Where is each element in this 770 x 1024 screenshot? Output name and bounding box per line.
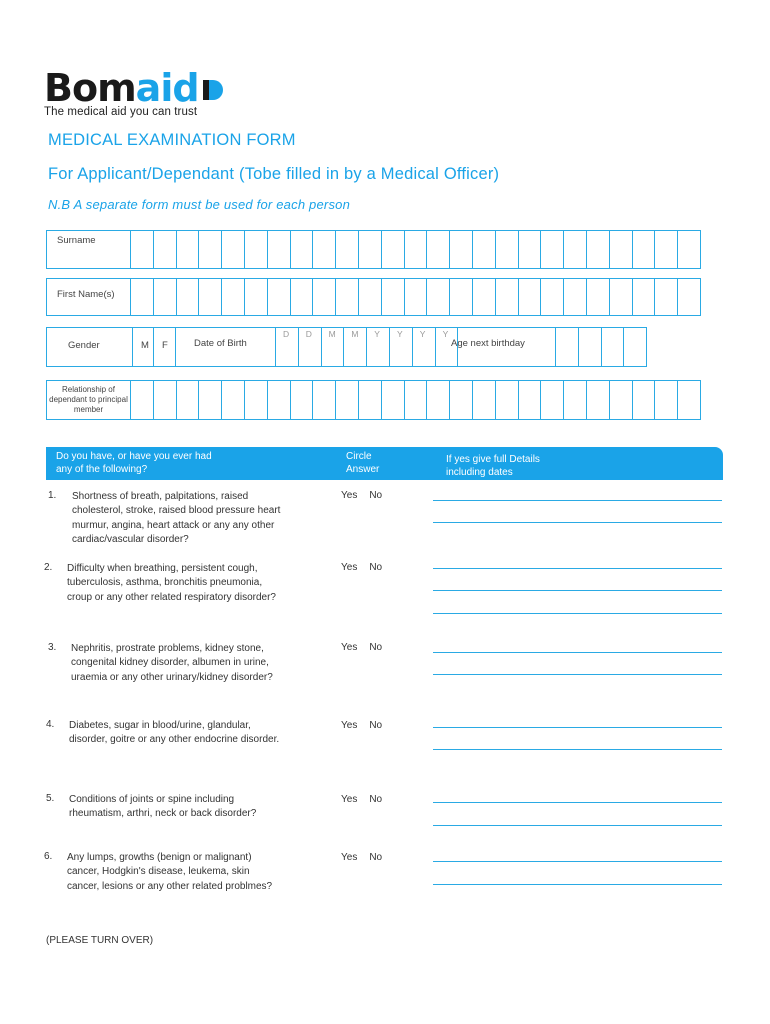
first-names-label: First Name(s)	[46, 278, 131, 316]
answer-yes[interactable]: Yes	[341, 720, 358, 731]
dob-hint-letter: D	[305, 329, 312, 339]
question-number: 4.	[46, 719, 55, 730]
dob-label-box	[176, 327, 276, 367]
input-box-cell[interactable]	[450, 278, 473, 316]
input-box-cell[interactable]	[678, 278, 701, 316]
surname-label: Surname	[46, 230, 131, 269]
input-box-cell[interactable]	[564, 278, 587, 316]
input-box-cell[interactable]	[245, 278, 268, 316]
question-text: Shortness of breath, palpitations, raised cholesterol, stroke, raised blood pressure heart murmur, angina, heart attack or any any other cardiac/vascular disorder?	[72, 491, 281, 545]
yes-no-choice	[341, 562, 394, 573]
questions-header	[46, 447, 723, 480]
question-text: Any lumps, growths (benign or malignant) cancer, Hodgkin's disease, leukema, skin cancer, lesions or any other related problmes?	[67, 852, 273, 892]
input-box-cell[interactable]	[405, 278, 428, 316]
input-box-cell[interactable]	[541, 380, 564, 420]
input-box-cell[interactable]	[131, 380, 154, 420]
input-box-cell[interactable]	[655, 278, 678, 316]
input-box-cell[interactable]	[427, 278, 450, 316]
gender-m-box[interactable]	[132, 327, 154, 367]
input-box-cell[interactable]	[405, 230, 428, 269]
header-details: If yes give full Details including dates	[446, 454, 540, 478]
yes-no-choice	[341, 642, 394, 653]
input-box-cell[interactable]	[556, 327, 579, 367]
answer-no[interactable]: No	[369, 852, 383, 863]
answer-yes[interactable]: Yes	[341, 852, 358, 863]
surname-row	[46, 230, 701, 269]
input-box-cell[interactable]	[633, 380, 656, 420]
dob-hint-letter: Y	[442, 329, 449, 339]
input-box-cell[interactable]	[564, 230, 587, 269]
input-box-cell[interactable]	[336, 278, 359, 316]
input-box-cell[interactable]	[245, 230, 268, 269]
logo-wordmark	[44, 66, 225, 110]
answer-no[interactable]: No	[369, 794, 383, 805]
input-box-cell[interactable]	[367, 327, 390, 367]
dob-hint-letter: M	[328, 329, 336, 339]
dob-hint-letter: Y	[374, 329, 380, 339]
input-box-cell[interactable]	[678, 230, 701, 269]
input-box-cell[interactable]	[633, 230, 656, 269]
input-box-cell[interactable]	[610, 230, 633, 269]
input-box-cell[interactable]	[313, 380, 336, 420]
input-box-cell[interactable]	[359, 278, 382, 316]
input-box-cell[interactable]	[291, 230, 314, 269]
input-box-cell[interactable]	[359, 230, 382, 269]
logo-speech-icon	[201, 78, 225, 102]
input-box-cell[interactable]	[245, 380, 268, 420]
details-answer-line[interactable]	[433, 590, 722, 591]
answer-yes[interactable]: Yes	[341, 562, 358, 573]
brand-logo	[44, 66, 225, 118]
input-box-cell[interactable]	[678, 380, 701, 420]
dob-input[interactable]	[276, 327, 458, 367]
input-box-cell[interactable]	[322, 327, 345, 367]
age-label: Age next birthday	[451, 338, 525, 349]
age-input[interactable]	[556, 327, 647, 367]
dob-hint-letter: Y	[396, 329, 403, 339]
dob-label: Date of Birth	[194, 338, 247, 349]
input-box-cell[interactable]	[222, 230, 245, 269]
relationship-input[interactable]	[131, 380, 701, 420]
input-box-cell[interactable]	[382, 230, 405, 269]
input-box-cell[interactable]	[199, 380, 222, 420]
input-box-cell[interactable]	[382, 278, 405, 316]
input-box-cell[interactable]	[519, 230, 542, 269]
input-box-cell[interactable]	[519, 278, 542, 316]
input-box-cell[interactable]	[359, 380, 382, 420]
input-box-cell[interactable]	[405, 380, 428, 420]
question-number: 6.	[44, 851, 53, 862]
input-box-cell[interactable]	[587, 380, 610, 420]
input-box-cell[interactable]	[624, 327, 647, 367]
input-box-cell[interactable]	[473, 230, 496, 269]
question-text: Conditions of joints or spine including rheumatism, arthri, neck or back disorder?	[69, 794, 257, 820]
input-box-cell[interactable]	[313, 278, 336, 316]
input-box-cell[interactable]	[541, 230, 564, 269]
input-box-cell[interactable]	[268, 380, 291, 420]
details-answer-line[interactable]	[433, 884, 722, 885]
footer-turn-over: (PLEASE TURN OVER)	[46, 935, 154, 946]
input-box-cell[interactable]	[131, 278, 154, 316]
gender-label: Gender	[68, 340, 100, 351]
gender-f-box[interactable]	[154, 327, 176, 367]
gender-dob-row	[46, 327, 606, 367]
question-number: 2.	[44, 562, 53, 573]
input-box-cell[interactable]	[655, 380, 678, 420]
question-text: Difficulty when breathing, persistent cough, tuberculosis, asthma, bronchitis pneumonia, croup or any other related respiratory disorder?	[67, 563, 276, 603]
input-box-cell[interactable]	[496, 278, 519, 316]
input-box-cell[interactable]	[602, 327, 625, 367]
input-box-cell[interactable]	[473, 380, 496, 420]
question-number: 1.	[48, 490, 57, 501]
input-box-cell[interactable]	[177, 278, 200, 316]
input-box-cell[interactable]	[291, 380, 314, 420]
input-box-cell[interactable]	[610, 278, 633, 316]
yes-no-choice	[341, 852, 394, 863]
details-answer-line[interactable]	[433, 802, 722, 803]
input-box-cell[interactable]	[336, 230, 359, 269]
input-box-cell[interactable]	[222, 278, 245, 316]
input-box-cell[interactable]	[427, 230, 450, 269]
input-box-cell[interactable]	[154, 230, 177, 269]
input-box-cell[interactable]	[131, 230, 154, 269]
question-number: 5.	[46, 793, 55, 804]
form-subtitle: For Applicant/Dependant (Tobe filled in by a Medical Officer)	[48, 165, 500, 183]
logo-text-aid: aid	[135, 66, 199, 110]
details-answer-line[interactable]	[433, 825, 722, 826]
input-box-cell[interactable]	[655, 230, 678, 269]
logo-tagline: The medical aid you can trust	[44, 106, 198, 118]
relationship-row	[46, 380, 701, 420]
first-names-row	[46, 278, 701, 316]
header-circle-answer: Circle Answer	[346, 451, 380, 475]
details-answer-line[interactable]	[433, 652, 722, 653]
input-box-cell[interactable]	[390, 327, 413, 367]
input-box-cell[interactable]	[579, 327, 602, 367]
input-box-cell[interactable]	[610, 380, 633, 420]
gender-label-box	[46, 327, 132, 367]
input-box-cell[interactable]	[427, 380, 450, 420]
answer-yes[interactable]: Yes	[341, 794, 358, 805]
form-note: N.B A separate form must be used for each person	[48, 197, 351, 212]
logo-text-bom: Bom	[44, 66, 136, 110]
yes-no-choice	[341, 490, 394, 501]
gender-m-label: M	[141, 340, 149, 351]
input-box-cell[interactable]	[199, 230, 222, 269]
gender-f-label: F	[162, 340, 168, 351]
answer-no[interactable]: No	[369, 642, 383, 653]
input-box-cell[interactable]	[276, 327, 299, 367]
input-box-cell[interactable]	[633, 278, 656, 316]
details-answer-line[interactable]	[433, 727, 722, 728]
dob-hint-letter: D	[283, 329, 290, 339]
answer-no[interactable]: No	[369, 720, 383, 731]
input-box-cell[interactable]	[519, 380, 542, 420]
form-title: MEDICAL EXAMINATION FORM	[48, 131, 296, 149]
input-box-cell[interactable]	[496, 230, 519, 269]
input-box-cell[interactable]	[344, 327, 367, 367]
details-answer-line[interactable]	[433, 500, 722, 501]
answer-yes[interactable]: Yes	[341, 642, 358, 653]
question-text: Nephritis, prostrate problems, kidney stone, congenital kidney disorder, albumen in urine, uraemia or any other urinary/kidney disorder?	[71, 643, 273, 683]
input-box-cell[interactable]	[291, 278, 314, 316]
input-box-cell[interactable]	[564, 380, 587, 420]
input-box-cell[interactable]	[413, 327, 436, 367]
input-box-cell[interactable]	[177, 380, 200, 420]
first-names-input[interactable]	[131, 278, 701, 316]
input-box-cell[interactable]	[222, 380, 245, 420]
input-box-cell[interactable]	[313, 230, 336, 269]
age-label-box	[444, 327, 556, 367]
input-box-cell[interactable]	[336, 380, 359, 420]
input-box-cell[interactable]	[587, 278, 610, 316]
surname-input[interactable]	[131, 230, 701, 269]
dob-hint-letter: M	[351, 329, 359, 339]
details-answer-line[interactable]	[433, 568, 722, 569]
details-answer-line[interactable]	[433, 749, 722, 750]
input-box-cell[interactable]	[473, 278, 496, 316]
details-answer-line[interactable]	[433, 613, 722, 614]
details-answer-line[interactable]	[433, 522, 722, 523]
input-box-cell[interactable]	[154, 278, 177, 316]
dob-hint-letter: Y	[419, 329, 426, 339]
details-answer-line[interactable]	[433, 674, 722, 675]
input-box-cell[interactable]	[450, 380, 473, 420]
answer-no[interactable]: No	[369, 490, 383, 501]
input-box-cell[interactable]	[268, 278, 291, 316]
input-box-cell[interactable]	[382, 380, 405, 420]
input-box-cell[interactable]	[450, 230, 473, 269]
yes-no-choice	[341, 720, 394, 731]
relationship-label: Relationship of dependant to principal member	[46, 380, 131, 420]
input-box-cell[interactable]	[199, 278, 222, 316]
input-box-cell[interactable]	[299, 327, 322, 367]
input-box-cell[interactable]	[496, 380, 519, 420]
details-answer-line[interactable]	[433, 861, 722, 862]
answer-no[interactable]: No	[369, 562, 383, 573]
question-text: Diabetes, sugar in blood/urine, glandular, disorder, goitre or any other endocrine disorder.	[69, 720, 280, 746]
answer-yes[interactable]: Yes	[341, 490, 358, 501]
yes-no-choice	[341, 794, 394, 805]
question-number: 3.	[48, 642, 57, 653]
input-box-cell[interactable]	[587, 230, 610, 269]
header-question: Do you have, or have you ever had any of the following?	[56, 451, 212, 475]
input-box-cell[interactable]	[154, 380, 177, 420]
input-box-cell[interactable]	[177, 230, 200, 269]
input-box-cell[interactable]	[268, 230, 291, 269]
input-box-cell[interactable]	[541, 278, 564, 316]
